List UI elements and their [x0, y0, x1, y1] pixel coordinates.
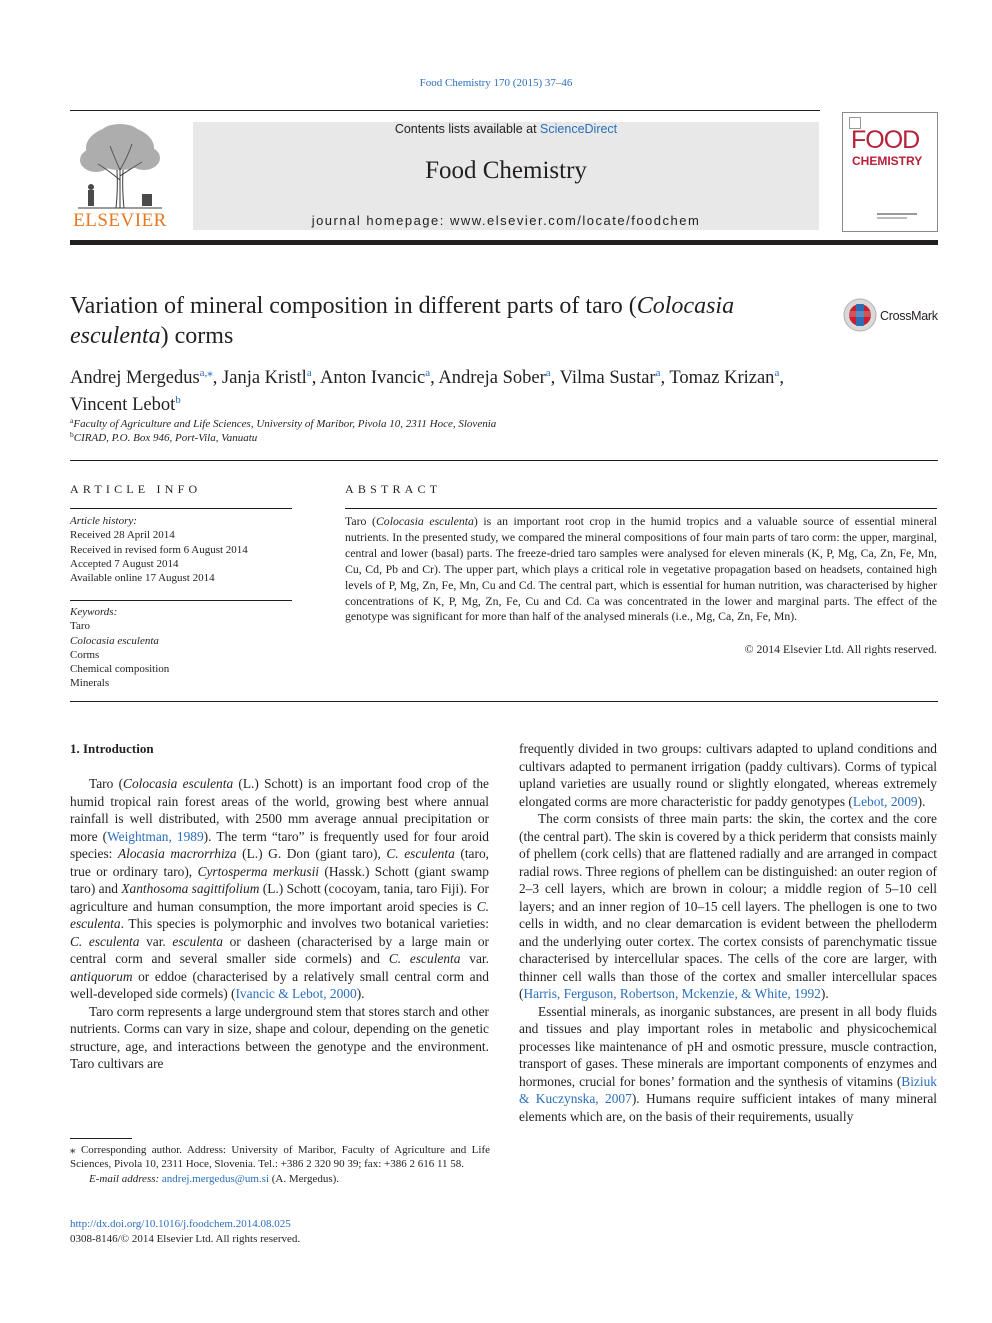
abstract-heading: ABSTRACT	[345, 482, 442, 496]
author-affiliation-marker[interactable]: a	[655, 367, 661, 379]
history-entry: Accepted 7 August 2014	[70, 557, 179, 570]
abstract-copyright: © 2014 Elsevier Ltd. All rights reserved.	[744, 642, 937, 656]
keyword: Corms	[70, 648, 100, 661]
author-name: Vilma Sustar	[559, 368, 656, 388]
species-name: antiquorum	[70, 968, 133, 984]
article-history-list	[70, 528, 292, 585]
author-name: Janja Kristl	[222, 368, 307, 388]
author-separator: ,	[660, 368, 670, 388]
article-history	[70, 514, 292, 585]
body-text: ). Humans require sufficient intakes of many mineral elements which are, on the basis of their requirements, usually	[519, 1091, 937, 1124]
article-info-heading: ARTICLE INFO	[70, 482, 202, 496]
cover-footer-mark	[877, 213, 917, 215]
body-text: (taro, true or ordinary taro),	[70, 846, 489, 879]
body-text: (L.) Schott (cocoyam, tania, taro Fiji). For agriculture and human consumption, the more important aroid species is	[70, 881, 489, 914]
footnote-star: ⁎	[70, 1144, 76, 1156]
body-text: or eddoe (characterised by a relatively small central corm and well-developed side cormels) (	[70, 968, 489, 1001]
author-affiliation-marker[interactable]: a	[306, 367, 312, 379]
title-part: Variation of mineral composition in different parts of taro (	[70, 293, 637, 319]
species-name: Cyrtosperma merkusii	[197, 863, 320, 879]
author-name: Andreja Sober	[438, 368, 546, 388]
keyword: Taro	[70, 620, 90, 633]
elsevier-wordmark: ELSEVIER	[73, 210, 167, 231]
email-suffix: (A. Mergedus).	[269, 1172, 340, 1185]
section-rule	[70, 701, 938, 702]
keywords-rule	[70, 600, 292, 601]
author-separator: ,	[779, 368, 784, 388]
body-right-column	[519, 740, 937, 1125]
body-paragraph	[519, 740, 937, 810]
cover-title-food: FOOD	[851, 126, 920, 154]
title-species: Colocasia esculenta	[70, 293, 735, 349]
body-text: Essential minerals, as inorganic substances, are present in all body fluids and tissues and play important roles in metabolic and physicochemical processes like maintenance of pH and osmotic pressure, muscle contraction, transport of gases. These minerals are important components of enzymes and hormones, crucial for bones’ formation and the synthesis of vitamins (	[519, 1003, 937, 1089]
species-name: Alocasia macrorrhiza	[117, 846, 237, 861]
history-entry: Received 28 April 2014	[70, 529, 175, 542]
email-label: E-mail address:	[89, 1172, 162, 1185]
journal-reference[interactable]: Food Chemistry 170 (2015) 37–46	[419, 77, 573, 89]
body-text: var.	[139, 933, 173, 949]
email-link[interactable]: andrej.mergedus@um.si	[161, 1172, 269, 1185]
abstract-part: ) is an important root crop in the humid tropics and a valuable source of essential mineral nutrients. In the presented study, we compared the mineral compositions of four main parts of taro corm: the upper, marginal, central and lower (basal) parts. The freeze-dried taro samples were analysed for eleven minerals (K, P, Mg, Ca, Zn, Fe, Mn, Cu, Cd, Pb and Cr). The upper part, which plays a critical role in vegetative propagation based on headsets, contained high levels of P, Mg, Zn, Fe, Mn, Cu and Cd. The central part, which is essential for human nutrition, was characterised by higher concentrations of K, P, Mg, Zn, Fe, Cu and Cd. Ca was concentrated in the lower and marginal parts. The effect of the genotype was significant for more than half of the analysed minerals (i.e., Mg, Ca, Zn, Fe, Mn).	[345, 514, 938, 624]
affiliation-marker: b	[70, 430, 74, 439]
author-list	[70, 362, 938, 416]
author-name: Anton Ivancic	[319, 368, 426, 388]
history-entry: Received in revised form 6 August 2014	[70, 543, 248, 556]
citation-link[interactable]: Lebot, 2009	[852, 793, 918, 809]
affiliation-a	[70, 416, 496, 430]
keyword: Minerals	[70, 677, 110, 690]
cover-title-chemistry: CHEMISTRY	[852, 154, 923, 168]
crossmark-label[interactable]: CrossMark	[880, 309, 938, 323]
header-top-rule	[70, 110, 820, 111]
citation-link[interactable]: Ivancic & Lebot, 2000	[235, 986, 357, 1001]
body-text: ). The term “taro” is frequently used for four aroid species:	[70, 828, 489, 861]
keywords-block	[70, 605, 292, 691]
author-affiliation-marker[interactable]: a,⁎	[199, 367, 213, 379]
article-history-label: Article history:	[70, 515, 137, 527]
body-paragraph	[70, 775, 489, 1003]
article-info-rule	[70, 508, 292, 509]
doi-link[interactable]: http://dx.doi.org/10.1016/j.foodchem.2014.08.025	[70, 1218, 291, 1230]
author-separator: ,	[311, 368, 320, 388]
author-affiliation-marker[interactable]: a	[425, 367, 431, 379]
affiliation-text: CIRAD, P.O. Box 946, Port-Vila, Vanuatu	[73, 432, 258, 444]
body-text: var.	[460, 951, 489, 966]
crossmark-icon[interactable]	[843, 298, 877, 332]
history-entry: Available online 17 August 2014	[70, 572, 215, 585]
contents-line	[193, 122, 819, 136]
author-name: Vincent Lebot	[70, 395, 176, 415]
keywords-list	[70, 619, 292, 690]
abstract-rule	[345, 508, 937, 509]
body-text: ).	[917, 793, 926, 809]
keyword: Colocasia esculenta	[70, 634, 159, 647]
paper-title	[70, 291, 810, 351]
species-name: esculenta	[172, 933, 223, 949]
species-name: C. esculenta	[70, 898, 489, 931]
author-separator: ,	[430, 368, 439, 388]
body-text: ).	[356, 986, 365, 1001]
author-affiliation-marker[interactable]: b	[175, 394, 181, 406]
abstract-text	[345, 514, 937, 625]
corresponding-author-footnote	[70, 1143, 490, 1186]
title-part: ) corms	[160, 323, 234, 349]
body-text: or dasheen (characterised by a large main or central corm and several smaller side cormels) and	[70, 933, 490, 966]
footnote-text: Corresponding author. Address: University of Maribor, Faculty of Agriculture and Life Sciences, Pivola 10, 2311 Hoce, Slovenia. Tel.: +386 2 320 90 39; fax: +386 2 616 11 58.	[70, 1144, 490, 1171]
body-text: Taro corm represents a large underground stem that stores starch and other nutrients. Corms can vary in size, shape and colour, depending on the genetic structure, age, and interactions between the genotype and the environment. Taro cultivars are	[70, 1003, 489, 1071]
body-left-column	[70, 775, 489, 1073]
author-name: Andrej Mergedus	[70, 368, 200, 388]
species-name: C. esculenta	[388, 951, 461, 966]
sciencedirect-link[interactable]: ScienceDirect	[540, 122, 618, 136]
abstract-species: Colocasia esculenta	[375, 514, 474, 528]
issn-line: 0308-8146/© 2014 Elsevier Ltd. All rights reserved.	[70, 1232, 301, 1245]
body-paragraph	[70, 1003, 489, 1073]
body-text: (Hassk.) Schott (giant swamp taro) and	[70, 863, 489, 896]
citation-link[interactable]: Harris, Ferguson, Robertson, Mckenzie, & White, 1992	[523, 986, 821, 1001]
footnote-rule	[70, 1138, 132, 1139]
author-affiliation-marker[interactable]: a	[774, 367, 780, 379]
author-affiliation-marker[interactable]: a	[545, 367, 551, 379]
body-text: frequently divided in two groups: cultivars adapted to upland conditions and cultivars adapted to permanent irrigation (paddy cultivars). Corms of typical upland varieties are usually round or slightly elongated, whereas extremely elongated corms are more characteristic for paddy genotypes (	[519, 741, 937, 809]
affiliation-marker: a	[70, 416, 74, 425]
cover-footer-mark	[877, 217, 907, 219]
journal-title: Food Chemistry	[425, 157, 587, 184]
body-text: ).	[820, 986, 829, 1001]
species-name: C. esculenta	[386, 846, 455, 861]
abstract-part: Taro (	[345, 514, 376, 528]
doi-block	[70, 1217, 300, 1246]
affiliation-text: Faculty of Agriculture and Life Sciences, University of Maribor, Pivola 10, 2311 Hoce, Slovenia	[73, 418, 497, 430]
body-text: Taro (	[89, 776, 124, 791]
citation-link[interactable]: Biziuk & Kuczynska, 2007	[519, 1073, 937, 1106]
species-name: Xanthosoma sagittifolium	[121, 881, 260, 896]
body-paragraph	[519, 810, 937, 1003]
body-text: The corm consists of three main parts: the skin, the cortex and the core (the central part). The skin is covered by a thick periderm that consists mainly of phellem (cork cells) that are flattened radially and are arranged in compact radial rows. Three regions of phellem can be distinguished: an outer region of 2–3 cell layers, which are brown in colour; a middle region of 5–10 cell layers; and an inner region of 10–15 cell layers. The phellogen is one to two cells in width, and no clear demarcation is evident between the phelloderm and the underlying outer cortex. The cortex consists of parenchymatic tissue characterised by intercellular spaces. The cells of the core are larger, with thinner cell walls than those of the cortex and smaller intercellular spaces (	[519, 811, 937, 1001]
contents-prefix: Contents lists available at	[394, 122, 541, 136]
body-paragraph	[519, 1003, 937, 1126]
keywords-label: Keywords:	[70, 606, 118, 618]
introduction-heading: 1. Introduction	[70, 741, 154, 756]
body-text: . This species is polymorphic and involves two botanical varieties:	[120, 916, 489, 931]
affiliation-b	[70, 430, 257, 444]
section-rule	[70, 460, 938, 461]
citation-link[interactable]: Weightman, 1989	[107, 828, 204, 844]
header-bottom-rule	[70, 240, 938, 245]
journal-homepage[interactable]: journal homepage: www.elsevier.com/locate/foodchem	[311, 213, 701, 228]
species-name: Colocasia esculenta	[123, 776, 234, 791]
keyword: Chemical composition	[70, 663, 170, 676]
body-text: (L.) G. Don (giant taro),	[236, 846, 387, 861]
species-name: C. esculenta	[70, 933, 140, 949]
body-text: (L.) Schott) is an important food crop of the humid tropical rain forest areas of the world, growing best where annual rainfall is well distributed, with 2500 mm average annual precipitation or more (	[70, 776, 489, 844]
author-separator: ,	[550, 368, 560, 388]
author-name: Tomaz Krizan	[669, 368, 775, 388]
author-separator: ,	[212, 368, 223, 388]
